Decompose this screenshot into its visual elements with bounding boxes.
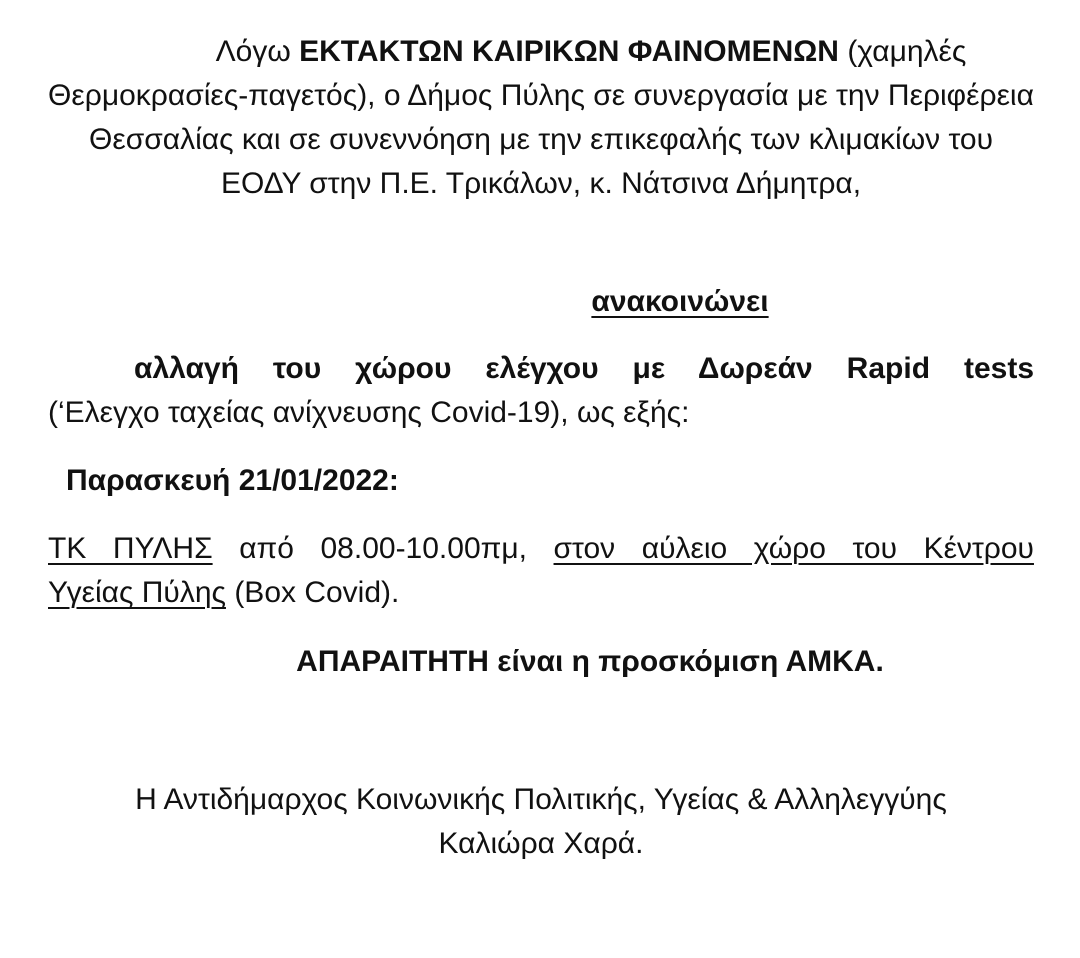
- announce-text: ανακοινώνει: [591, 285, 769, 318]
- requirement-notice: ΑΠΑΡΑΙΤΗΤΗ είναι η προσκόμιση ΑΜΚΑ.: [296, 645, 884, 678]
- place-part-2: Υγείας Πύλης: [48, 576, 226, 609]
- place-part-1: στον αύλειο χώρο του Κέντρου: [553, 532, 1034, 565]
- location-line-2: [48, 571, 1034, 615]
- village-name: ΤΚ ΠΥΛΗΣ: [48, 532, 213, 565]
- date-heading: Παρασκευή 21/01/2022:: [66, 464, 399, 497]
- intro-emphasis: ΕΚΤΑΚΤΩΝ ΚΑΙΡΙΚΩΝ ΦΑΙΝΟΜΕΝΩΝ: [299, 35, 839, 68]
- intro-rest: (χαμηλές Θερμοκρασίες-παγετός), ο Δήμος Πύλης σε συνεργασία με την Περιφέρεια Θεσσαλίας και σε συνεννόηση με την επικεφαλής των κλιμακίων του ΕΟΔΥ στην Π.Ε. Τρικάλων, κ. Νάτσινα Δήμητρα,: [48, 35, 1034, 200]
- signature-block: [48, 778, 1034, 866]
- announce-heading: [48, 280, 1080, 324]
- intro-paragraph: [48, 30, 1034, 206]
- signature-title: Η Αντιδήμαρχος Κοινωνικής Πολιτικής, Υγείας & Αλληλεγγύης: [135, 783, 947, 816]
- time-range: από 08.00-10.00πμ,: [239, 532, 527, 565]
- place-note: (Box Covid).: [234, 576, 400, 609]
- change-line-1: αλλαγή του χώρου ελέγχου με Δωρεάν Rapid tests: [134, 352, 1034, 385]
- intro-lead: Λόγω: [215, 35, 291, 68]
- change-paragraph: [48, 347, 1034, 435]
- change-line-2: (‘Ελεγχο ταχείας ανίχνευσης Covid-19), ως εξής:: [48, 396, 690, 429]
- location-line-1: [48, 527, 1034, 571]
- location-paragraph: [48, 527, 1034, 615]
- signature-name: Καλιώρα Χαρά.: [438, 827, 644, 860]
